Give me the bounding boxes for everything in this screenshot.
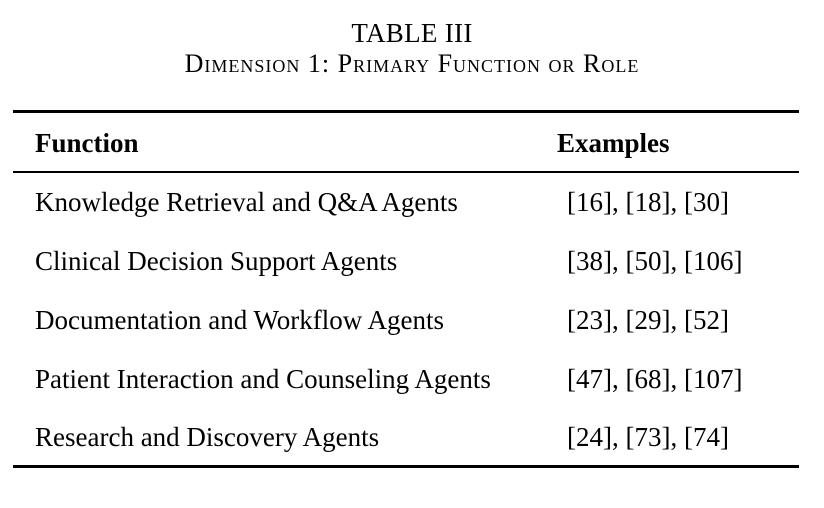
- function-cell: Clinical Decision Support Agents: [35, 246, 398, 276]
- top-rule: [13, 110, 799, 113]
- examples-cell: [23], [29], [52]: [567, 305, 729, 335]
- function-cell: Patient Interaction and Counseling Agents: [35, 364, 491, 394]
- examples-cell: [47], [68], [107]: [567, 364, 743, 394]
- examples-cell: [16], [18], [30]: [567, 187, 729, 217]
- function-cell: Research and Discovery Agents: [35, 422, 380, 452]
- header-examples: Examples: [557, 128, 670, 158]
- examples-cell: [24], [73], [74]: [567, 422, 729, 452]
- bottom-rule: [13, 465, 799, 468]
- table-label: TABLE III: [351, 18, 473, 48]
- table-title: Dimension 1: Primary Function or Role: [184, 49, 640, 78]
- function-cell: Knowledge Retrieval and Q&A Agents: [35, 187, 458, 217]
- examples-cell: [38], [50], [106]: [567, 246, 743, 276]
- function-cell: Documentation and Workflow Agents: [35, 305, 445, 335]
- header-rule: [13, 171, 799, 173]
- header-function: Function: [35, 128, 139, 158]
